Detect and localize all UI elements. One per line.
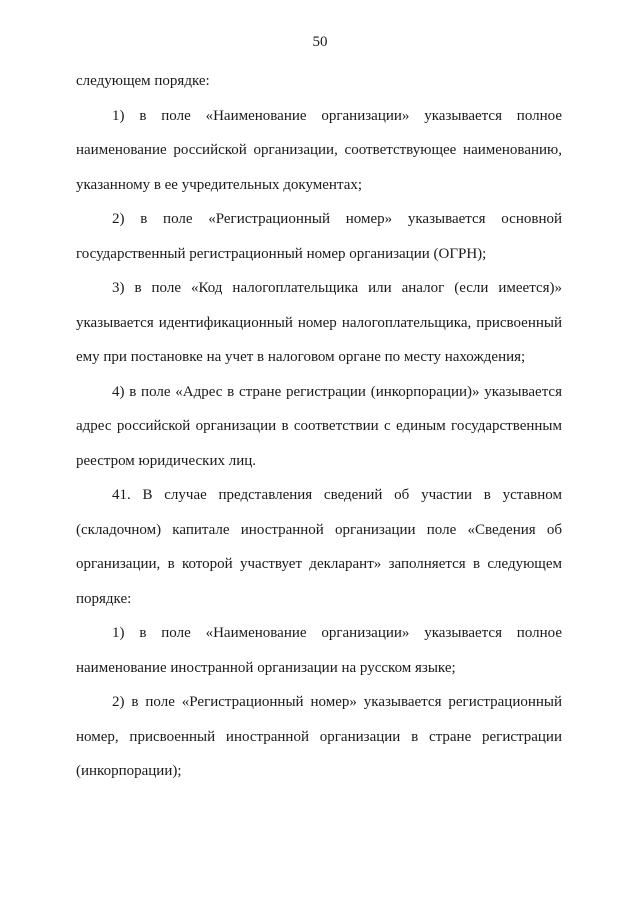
paragraph-item-4-address <box>76 375 562 479</box>
page-number: 50 <box>312 34 328 50</box>
text-line: порядке: <box>76 590 132 607</box>
paragraph-continuation <box>76 64 562 99</box>
text-line: (инкорпорации); <box>76 763 182 779</box>
paragraph-item-2-reg-number <box>76 202 562 271</box>
paragraph-foreign-item-2-reg-number <box>76 685 562 789</box>
paragraph-foreign-item-1-name <box>76 616 562 685</box>
text-line: 3) в поле «Код налогоплательщика или аналог (если имеется)» <box>112 280 562 296</box>
document-body <box>76 64 562 789</box>
text-line: (складочном) капитале иностранной организации поле «Сведения об <box>76 521 562 538</box>
text-line: указывается идентификационный номер налогоплательщика, присвоенный <box>76 314 562 331</box>
text-line: 2) в поле «Регистрационный номер» указывается основной <box>112 211 562 227</box>
text-line: следующем порядке: <box>76 73 210 89</box>
text-line: ему при постановке на учет в налоговом органе по месту нахождения; <box>76 349 526 365</box>
text-line: 2) в поле «Регистрационный номер» указывается регистрационный <box>112 694 562 710</box>
text-line: наименование российской организации, соответствующее наименованию, <box>76 142 562 158</box>
paragraph-item-1-name <box>76 99 562 203</box>
text-line: реестром юридических лиц. <box>76 452 257 469</box>
paragraph-section-41 <box>76 478 562 616</box>
text-line: 1) в поле «Наименование организации» указывается полное <box>112 107 562 124</box>
text-line: государственный регистрационный номер организации (ОГРН); <box>76 245 487 262</box>
text-line: 1) в поле «Наименование организации» указывается полное <box>112 625 562 641</box>
text-line: 4) в поле «Адрес в стране регистрации (инкорпорации)» указывается <box>112 383 562 400</box>
paragraph-item-3-tax-code <box>76 271 562 375</box>
text-line: наименование иностранной организации на русском языке; <box>76 659 456 676</box>
text-line: организации, в которой участвует декларант» заполняется в следующем <box>76 556 562 572</box>
text-line: номер, присвоенный иностранной организации в стране регистрации <box>76 728 562 745</box>
text-line: указанному в ее учредительных документах; <box>76 176 363 193</box>
text-line: адрес российской организации в соответствии с единым государственным <box>76 418 562 434</box>
text-line: 41. В случае представления сведений об участии в уставном <box>112 487 562 503</box>
